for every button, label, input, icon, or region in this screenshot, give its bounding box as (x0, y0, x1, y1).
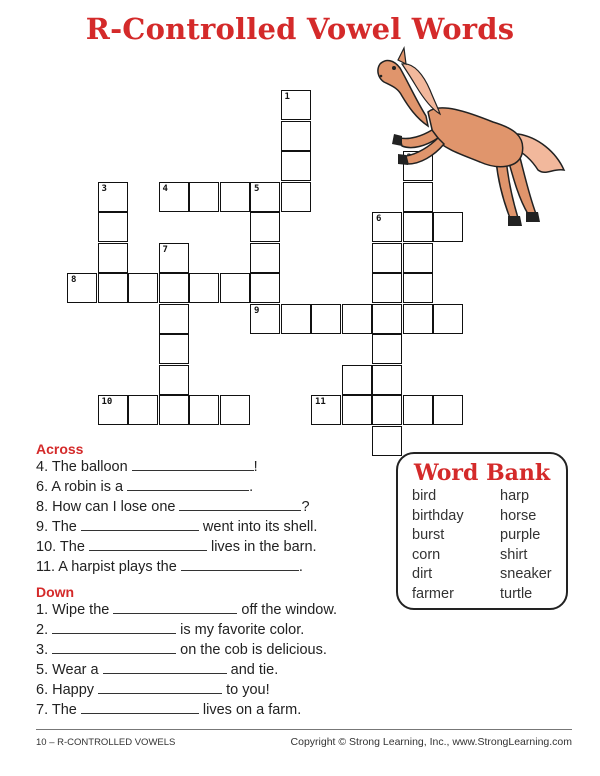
across-clue (36, 518, 317, 535)
word-bank-title: Word Bank (413, 460, 551, 486)
crossword-cell[interactable] (342, 365, 372, 395)
clue-number: 11 (315, 397, 326, 407)
word-bank-item: shirt (500, 546, 528, 563)
crossword-cell[interactable] (98, 243, 128, 273)
clue-text: 4. The balloon (36, 459, 128, 475)
clue-number: 7 (162, 244, 168, 255)
crossword-cell[interactable] (98, 395, 128, 425)
clue-text: ! (253, 459, 258, 475)
clue-number: 5 (254, 183, 260, 194)
answer-blank[interactable] (52, 641, 176, 654)
page-title: R-Controlled Vowel Words (85, 12, 515, 46)
answer-blank[interactable] (103, 661, 227, 674)
across-clue (36, 458, 258, 475)
crossword-cell[interactable] (342, 304, 372, 334)
crossword-cell[interactable] (220, 182, 250, 212)
crossword-cell[interactable] (433, 304, 463, 334)
word-bank-item: birthday (412, 507, 464, 524)
crossword-cell[interactable] (372, 426, 402, 456)
crossword-cell[interactable] (189, 273, 219, 303)
answer-blank[interactable] (132, 458, 254, 471)
crossword-cell[interactable] (403, 273, 433, 303)
crossword-cell[interactable] (403, 243, 433, 273)
crossword-cell[interactable] (159, 273, 189, 303)
crossword-cell[interactable] (372, 273, 402, 303)
clue-text: 8. How can I lose one (36, 499, 176, 515)
clue-text: . (298, 559, 303, 575)
word-bank (396, 452, 568, 610)
answer-blank[interactable] (127, 478, 249, 491)
down-clue (36, 661, 278, 678)
crossword-cell[interactable] (281, 182, 311, 212)
crossword-cell[interactable] (128, 395, 158, 425)
footer-page-label: 10 – R-CONTROLLED VOWELS (36, 737, 176, 748)
clue-number: 1 (284, 92, 290, 102)
crossword-cell[interactable] (159, 304, 189, 334)
crossword-cell[interactable] (403, 304, 433, 334)
answer-blank[interactable] (113, 601, 237, 614)
clue-text: and tie. (226, 662, 279, 678)
word-bank-item: corn (412, 546, 441, 563)
crossword-cell[interactable] (281, 304, 311, 334)
clue-number: 4 (162, 183, 168, 194)
crossword-cell[interactable] (67, 273, 97, 303)
crossword-cell[interactable] (311, 304, 341, 334)
crossword-cell[interactable] (159, 395, 189, 425)
clue-text: 5. Wear a (36, 662, 99, 678)
crossword-cell[interactable] (281, 121, 311, 151)
word-bank-item: turtle (500, 585, 533, 602)
answer-blank[interactable] (81, 701, 199, 714)
across-clue (36, 498, 310, 515)
crossword-cell[interactable] (372, 334, 402, 364)
answer-blank[interactable] (98, 681, 222, 694)
down-clue (36, 641, 327, 658)
word-bank-item: horse (500, 507, 537, 524)
word-bank-item: dirt (412, 566, 433, 582)
word-bank-item: farmer (412, 585, 454, 602)
clue-number: 8 (71, 275, 77, 285)
crossword-cell[interactable] (372, 395, 402, 425)
word-bank-item: burst (412, 527, 445, 543)
crossword-cell[interactable] (250, 243, 280, 273)
crossword-cell[interactable] (372, 365, 402, 395)
crossword-cell[interactable] (372, 243, 402, 273)
clue-text: 9. The (36, 519, 77, 535)
clue-text: on the cob is delicious. (176, 642, 327, 658)
word-bank-item: harp (500, 488, 530, 504)
down-clue (36, 601, 337, 618)
crossword-cell[interactable] (189, 395, 219, 425)
clue-text: 10. The (36, 539, 85, 555)
clue-number: 3 (101, 183, 107, 194)
crossword-cell[interactable] (98, 182, 128, 212)
clue-text: ? (301, 499, 310, 515)
word-bank-item: purple (500, 527, 541, 543)
down-clue (36, 681, 270, 698)
down-clue (36, 701, 301, 718)
crossword-cell[interactable] (250, 304, 280, 334)
crossword-cell[interactable] (403, 395, 433, 425)
crossword-cell[interactable] (98, 212, 128, 242)
clue-text: . (249, 479, 254, 495)
clue-text: to you! (222, 682, 270, 698)
down-clue (36, 621, 304, 638)
footer-copyright: Copyright © Strong Learning, Inc., www.StrongLearning.com (290, 736, 572, 748)
footer-divider (36, 729, 572, 730)
crossword-cell[interactable] (433, 395, 463, 425)
clue-text: is my favorite color. (176, 622, 305, 638)
crossword-cell[interactable] (250, 273, 280, 303)
crossword-cell[interactable] (281, 151, 311, 181)
clue-text: 6. A robin is a (36, 479, 124, 495)
word-bank-item: bird (412, 488, 437, 504)
crossword-cell[interactable] (250, 212, 280, 242)
clue-text: off the window. (237, 602, 338, 618)
crossword-cell[interactable] (342, 395, 372, 425)
clue-text: 2. (36, 622, 49, 638)
clue-text: went into its shell. (198, 519, 318, 535)
clue-text: 11. A harpist plays the (36, 559, 177, 575)
across-heading: Across (36, 441, 84, 457)
answer-blank[interactable] (81, 518, 199, 531)
clue-number: 9 (254, 305, 260, 316)
crossword-cell[interactable] (98, 273, 128, 303)
crossword-cell[interactable] (189, 182, 219, 212)
clue-text: 6. Happy (36, 682, 95, 698)
crossword-cell[interactable] (159, 334, 189, 364)
word-bank-item: sneaker (500, 566, 552, 582)
answer-blank[interactable] (179, 498, 301, 511)
down-heading: Down (36, 584, 75, 600)
clue-text: 3. (36, 642, 49, 658)
clue-text: lives in the barn. (206, 539, 317, 555)
crossword-cell[interactable] (311, 395, 341, 425)
clue-text: lives on a farm. (198, 702, 302, 718)
answer-blank[interactable] (181, 558, 299, 571)
crossword-cell[interactable] (220, 395, 250, 425)
crossword-cell[interactable] (159, 243, 189, 273)
across-clue (36, 478, 253, 495)
crossword-cell[interactable] (250, 182, 280, 212)
answer-blank[interactable] (89, 538, 207, 551)
across-clue (36, 558, 303, 575)
across-clue (36, 538, 317, 555)
crossword-cell[interactable] (159, 365, 189, 395)
clue-number: 6 (376, 214, 382, 224)
clue-text: 1. Wipe the (36, 602, 110, 618)
crossword-cell[interactable] (281, 90, 311, 120)
horse-icon (368, 42, 568, 232)
clue-text: 7. The (36, 702, 77, 718)
clue-number: 10 (101, 397, 113, 407)
crossword-cell[interactable] (372, 304, 402, 334)
answer-blank[interactable] (52, 621, 176, 634)
crossword-cell[interactable] (159, 182, 189, 212)
crossword-cell[interactable] (128, 273, 158, 303)
crossword-cell[interactable] (220, 273, 250, 303)
